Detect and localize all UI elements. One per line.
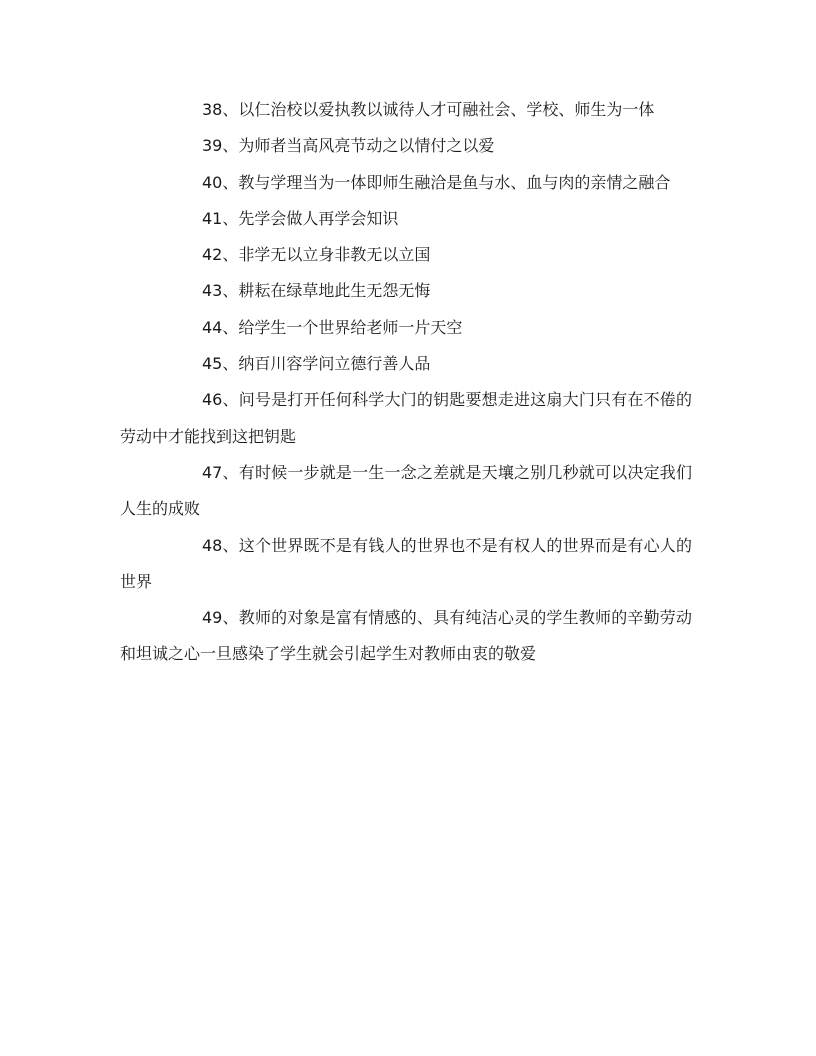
paragraph-45: 45、纳百川容学问立德行善人品 xyxy=(202,354,431,374)
paragraph-46: 46、问号是打开任何科学大门的钥匙要想走进这扇大门只有在不倦的劳动中才能找到这把钥匙 xyxy=(120,390,692,446)
paragraph-42: 42、非学无以立身非教无以立国 xyxy=(202,245,431,265)
paragraph-39: 39、为师者当高风亮节动之以情付之以爱 xyxy=(202,136,495,156)
paragraph-48: 48、这个世界既不是有钱人的世界也不是有权人的世界而是有心人的世界 xyxy=(120,535,692,591)
paragraph-43: 43、耕耘在绿草地此生无怨无悔 xyxy=(202,281,431,301)
paragraph-49: 49、教师的对象是富有情感的、具有纯洁心灵的学生教师的辛勤劳动和坦诚之心一旦感染了学生就会引起学生对教师由衷的敬爱 xyxy=(120,608,692,664)
document-body xyxy=(120,92,692,673)
paragraph-38: 38、以仁治校以爱执教以诚待人才可融社会、学校、师生为一体 xyxy=(202,100,655,119)
paragraph-41: 41、先学会做人再学会知识 xyxy=(202,208,399,228)
paragraph-47: 47、有时候一步就是一生一念之差就是天壤之别几秒就可以决定我们人生的成败 xyxy=(120,462,692,519)
paragraph-40: 40、教与学理当为一体即师生融洽是鱼与水、血与肉的亲情之融合 xyxy=(202,172,671,192)
paragraph-44: 44、给学生一个世界给老师一片天空 xyxy=(202,317,463,337)
